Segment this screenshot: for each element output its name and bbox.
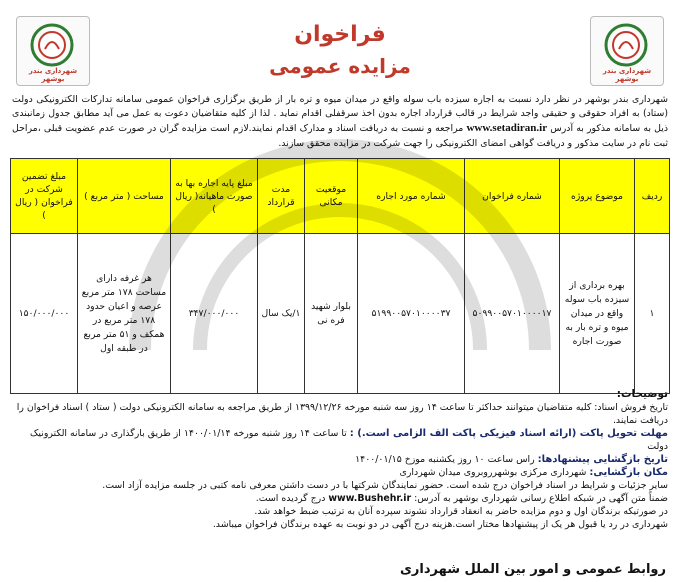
col-header-duration: مدت قرارداد [258,159,305,234]
auction-table [10,158,670,394]
cell-row-number: ۱ [635,234,670,394]
table-header-row [11,159,670,234]
notes-line-3: در صورتیکه برندگان اول و دوم مزایده حاضر به انعقاد قرارداد نشوند سپرده آنان به ترتیب ضبط خواهد شد. [254,506,668,517]
place-label: مکان بازگشایی: [589,467,668,478]
col-header-row-number: ردیف [635,159,670,234]
opening-text: راس ساعت ۱۰ روز یکشنبه موزخ ۱۴۰۰/۰۱/۱۵ [355,454,535,465]
cell-duration: ۱/یک سال [258,234,305,394]
col-header-project: موضوع پروژه [560,159,635,234]
page-title: فراخوان [294,22,386,47]
table-row [11,234,670,394]
intro-text-b: مراجعه و نسبت به دریافت اسناد و مدارک اقدام نمایند.لازم است مزایده گران در صورت عدم عضویت قبلی ،مراحل ثبت نام در سایت مذکور و دریافت گواهی امضای الکترونیکی را جهت شرکت در مزایده محقق سازند. [12,123,668,149]
logo-caption: شهرداری بندر بوشهر [602,67,652,83]
notes-sale-date: تاریخ فروش اسناد: کلیه متقاضیان میتوانند حداکثر تا ساعت ۱۴ روز سه شنبه مورخه ۱۳۹۹/۱۲/۲۶ از طریق مراجعه به سامانه الکترونیکی دولت ( ستاد ) اسناد فراخوان را دریافت نمایند. [16,402,668,426]
col-header-guarantee: مبلغ تضمین شرکت در فراخوان ( ریال ) [11,159,78,234]
notes-opening [12,453,668,466]
footer-signature: روابط عمومی و امور بین الملل شهرداری [400,562,666,577]
notes-place [12,466,668,479]
notes-deadline [12,427,668,453]
cell-base-rent: ۳۴۷/۰۰۰/۰۰۰ [171,234,258,394]
intro-paragraph [12,93,668,151]
bushehr-link[interactable]: www.Bushehr.ir [328,493,412,504]
notes-line-1: سایر جزئیات و شرایط در اسناد فراخوان درج شده است. حضور نمایندگان شرکتها با در دست داشتن معرفی نامه کتبی در جلسه مزایده آزاد است. [102,480,668,491]
notes-line-2 [12,492,668,505]
opening-label: تاریخ بازگشایی پیشنهادها: [537,454,668,465]
line2-text-a: ضمناً متن آگهی در شبکه اطلاع رسانی شهرداری بوشهر به آدرس: [414,493,668,504]
deadline-text: تا ساعت ۱۴ روز شنبه مورخه ۱۴۰۰/۰۱/۱۴ از طریق بارگذاری در سامانه الکترونیک دولت [30,428,668,452]
notes-section [12,388,668,531]
logo-caption: شهرداری بندر بوشهر [28,67,78,83]
intro-text-a: شهرداری بندر بوشهر در نظر دارد نسبت به اجاره سیزده باب سوله واقع در میدان میوه و تره بار از طریق برگزاری فراخوان عمومی سامانه تدارکات الکترونیکی دولت (ستاد) به افراد حقوقی و حقیقی واجد شرایط در قالب قرارداد اجاره بدون اخذ سرقفلی اقدام نماید . لذا از کلیه متقاضیان دعوت به عمل می آید مطابق جدول زمانبندی ذیل به سامانه مذکور به آدرس [12,94,669,135]
line2-text-b: درج گردیده است. [255,493,326,504]
col-header-call-number: شماره فراخوان [465,159,560,234]
col-header-location: موقعیت مکانی [305,159,358,234]
setad-link[interactable]: www.setadiran.ir [466,122,548,135]
col-header-base-rent: مبلغ پایه اجاره بها به صورت ماهیانه( ریال ) [171,159,258,234]
col-header-lease-number: شماره مورد اجاره [358,159,465,234]
cell-call-number: ۵۰۹۹۰۰۵۷۰۱۰۰۰۰۱۷ [465,234,560,394]
page-subtitle: مزایده عمومی [269,54,411,78]
notes-line-4: شهرداری در رد یا قبول هر یک از پیشنهادها مختار است.هزینه درج آگهی در دو نوبت به عهده برندگان فراخوان میباشد. [212,519,668,530]
cell-project: بهره برداری از سیزده باب سوله واقع در میدان میوه و تره بار به صورت اجاره [560,234,635,394]
place-text: شهرداری مرکزی بوشهرروبروی میدان شهرداری [399,467,587,478]
notes-heading: توضیحات: [616,388,668,400]
col-header-area: مساحت ( متر مربع ) [78,159,171,234]
cell-location: بلوار شهید فره نی [305,234,358,394]
deadline-label: مهلت تحویل پاکت (ارائه اسناد فیزیکی پاکت الف الزامی است.) : [349,428,668,439]
cell-guarantee: ۱۵۰/۰۰۰/۰۰۰ [11,234,78,394]
cell-lease-number: ۵۱۹۹۰۰۵۷۰۱۰۰۰۰۳۷ [358,234,465,394]
cell-area: هر غرفه دارای مساحت ۱۷۸ متر مربع عرصه و اعیان حدود ۱۷۸ متر مربع در همکف و ۵۱ متر مربع در طبقه اول [78,234,171,394]
